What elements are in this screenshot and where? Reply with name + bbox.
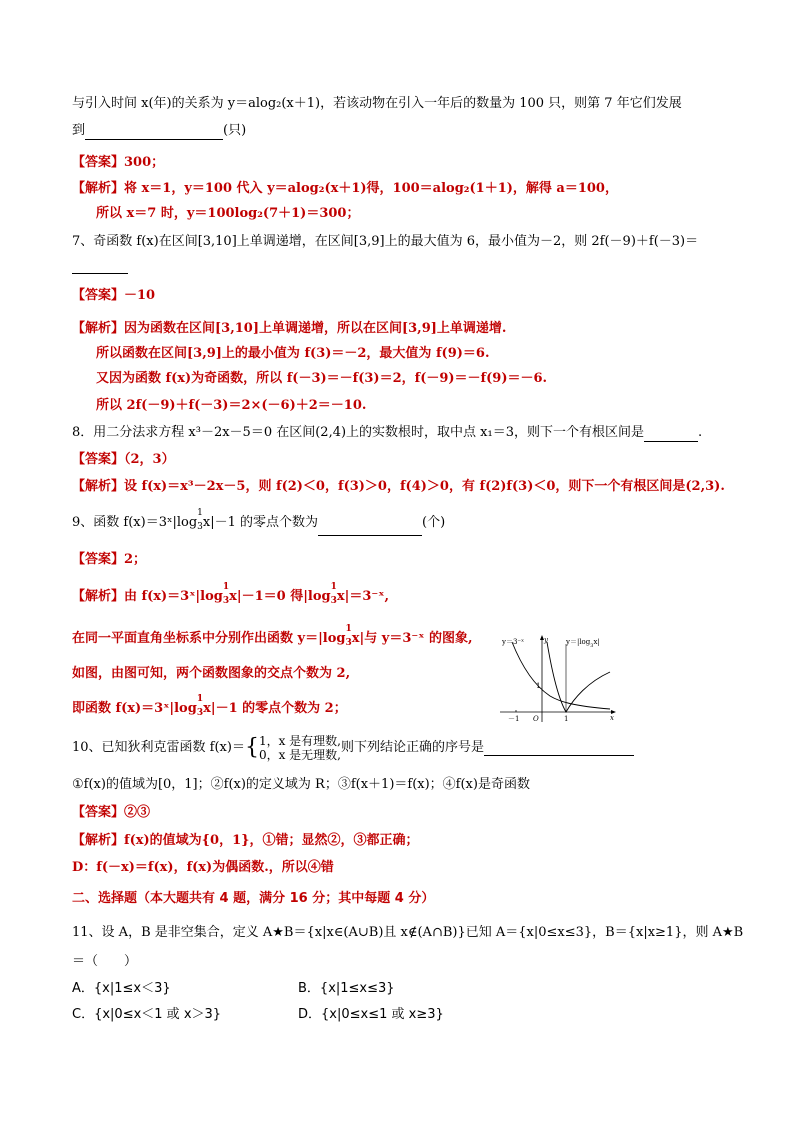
analysis-pre: 即函数 f(x)＝3ˣ|log [72, 701, 197, 716]
q7-analysis-line4: 所以 2f(－9)＋f(－3)＝2×(－6)＋2＝－10. [96, 398, 367, 413]
analysis-label: 【解析】 [72, 181, 125, 196]
case-rational: 1，x 是有理数, [258, 734, 342, 748]
analysis-pre: 在同一平面直角坐标系中分别作出函数 y＝|log [72, 631, 346, 646]
tick-label-1y: 1 [536, 682, 541, 690]
q8-stem-end: . [698, 425, 703, 440]
analysis-text: 将 x＝1，y＝100 代入 y＝alog₂(x＋1)得，100＝alog₂(1＋1)，解得 a＝100， [124, 181, 618, 196]
analysis-label: 【解析】 [72, 833, 125, 848]
tick-label-neg1: －1 [508, 715, 520, 723]
answer-label: 【答案】 [72, 155, 125, 170]
analysis-label: 【解析】 [72, 589, 125, 604]
q7-blank[interactable] [72, 259, 128, 274]
log-base-den: 3 [330, 596, 337, 606]
q9-blank[interactable] [318, 521, 422, 536]
answer-label: 【答案】 [72, 805, 125, 820]
analysis-post: x|与 y＝3⁻ˣ 的图象, [351, 631, 473, 646]
label-exp: y＝3⁻ˣ [502, 638, 525, 646]
q8-blank[interactable] [644, 427, 698, 442]
q11-option-d[interactable]: D．{x|0≤x≤1 或 x≥3} [298, 1007, 444, 1022]
label-log-base: 3 [590, 643, 594, 649]
log-base-den: 3 [196, 708, 204, 718]
q7-analysis-line1 [72, 320, 506, 338]
q6-stem-pre: 到 [72, 123, 86, 138]
axis-x-label: x [610, 714, 614, 722]
log-base-num: 1 [330, 582, 337, 592]
q10-blank[interactable] [484, 741, 634, 756]
exp-curve [512, 642, 610, 709]
q11-stem-line2: ＝（ ） [72, 954, 138, 969]
analysis-text: 因为函数在区间[3,10]上单调递增，所以在区间[3,9]上单调递增. [124, 321, 507, 336]
analysis-mid: x|－1＝0 得|log [229, 589, 331, 604]
q10-analysis-line2: D：f(－x)＝f(x)，f(x)为偶函数.，所以④错 [72, 860, 334, 875]
q7-analysis-line3: 又因为函数 f(x)为奇函数，所以 f(－3)＝－f(3)＝2，f(－9)＝－f(9)＝－6. [96, 371, 548, 386]
label-log [565, 638, 600, 649]
q9-analysis-line3: 如图，由图可知，两个函数图象的交点个数为 2, [72, 666, 351, 681]
log-base-den: 3 [222, 596, 230, 606]
log-base [330, 582, 337, 610]
answer-value: （2，3） [124, 452, 175, 467]
q7-stem: 7、奇函数 f(x)在区间[3,10]上单调递增，在区间[3,9]上的最大值为 6，最小值为－2，则 2f(－9)＋f(－3)＝ [72, 234, 699, 249]
q6-analysis-line1 [72, 180, 618, 198]
analysis-text: 设 f(x)＝x³－2x－5，则 f(2)＜0，f(3)＞0，f(4)＞0，有 f(2)f(3)＜0，则下一个有根区间是(2,3). [124, 479, 725, 494]
piecewise-cases [259, 734, 341, 762]
q8-stem-text: 8．用二分法求方程 x³－2x－5＝0 在区间(2,4)上的实数根时，取中点 x₁＝3，则下一个有根区间是 [72, 425, 644, 440]
q9-stem-post: x|－1 的零点个数为 [202, 515, 319, 530]
answer-label: 【答案】 [72, 452, 125, 467]
answer-value: 2； [124, 552, 147, 567]
log-base [196, 694, 204, 722]
tick-label-1x: 1 [564, 715, 569, 723]
log-base-den: 3 [345, 638, 352, 648]
q7-blank-line [72, 256, 128, 274]
q10-answer [72, 804, 150, 822]
answer-value: 300； [124, 155, 165, 170]
section-heading: 二、选择题（本大题共有 4 题，满分 16 分；其中每题 4 分） [72, 891, 435, 906]
q8-stem [72, 424, 702, 442]
analysis-post: x|－1 的零点个数为 2； [203, 701, 347, 716]
q10-stem-pre: 10、已知狄利克雷函数 f(x)＝ [72, 740, 245, 755]
analysis-pre: 由 f(x)＝3ˣ|log [124, 589, 223, 604]
log-base [222, 582, 230, 610]
answer-label: 【答案】 [72, 552, 125, 567]
q6-stem-line2 [72, 122, 246, 140]
log-base-num: 1 [345, 624, 352, 634]
q6-stem-line1: 与引入时间 x(年)的关系为 y＝alog₂(x＋1)，若该动物在引入一年后的数量为 100 只，则第 7 年它们发展 [72, 96, 682, 111]
q8-analysis [72, 478, 725, 496]
q6-answer [72, 154, 164, 172]
q9-stem [72, 508, 446, 536]
log-base-den: 3 [197, 522, 203, 532]
log-base-num: 1 [197, 508, 203, 518]
label-log-text: y＝|log [566, 638, 591, 646]
q10-options: ①f(x)的值域为[0，1]；②f(x)的定义域为 R；③f(x＋1)＝f(x)；④f(x)是奇函数 [72, 777, 530, 792]
answer-value: －10 [124, 288, 156, 303]
analysis-label: 【解析】 [72, 321, 125, 336]
q6-stem-post: (只) [223, 123, 247, 138]
axis-y-label: y [544, 636, 548, 644]
q11-stem-line1: 11、设 A，B 是非空集合，定义 A★B＝{x|x∈(A∪B)且 x∉(A∩B)}已知 A＝{x|0≤x≤3}，B＝{x|x≥1}，则 A★B [72, 925, 744, 940]
q11-option-a[interactable]: A．{x|1≤x＜3} [72, 981, 171, 996]
answer-value: ②③ [124, 805, 151, 820]
label-log-end: x| [593, 638, 600, 646]
q9-analysis-line2 [72, 624, 473, 652]
q7-analysis-line2: 所以函数在区间[3,9]上的最小值为 f(3)＝－2，最大值为 f(9)＝6. [96, 346, 490, 361]
q6-analysis-line2: 所以 x＝7 时，y＝100log₂(7＋1)＝300； [96, 206, 360, 221]
q9-answer [72, 551, 146, 569]
q10-analysis-line1 [72, 832, 418, 850]
tick-label-origin: O [533, 715, 539, 723]
q9-stem-pre: 9、函数 f(x)＝3ˣ|log [72, 515, 198, 530]
q9-stem-end: (个) [422, 515, 446, 530]
q9-analysis-line4 [72, 694, 347, 722]
left-brace: { [244, 735, 259, 760]
analysis-text: f(x)的值域为{0，1}，①错；显然②，③都正确； [124, 833, 419, 848]
q7-answer [72, 287, 155, 305]
q11-option-c[interactable]: C．{x|0≤x＜1 或 x＞3} [72, 1007, 222, 1022]
answer-label: 【答案】 [72, 288, 125, 303]
log-base [345, 624, 352, 652]
q6-blank[interactable] [85, 125, 223, 140]
analysis-label: 【解析】 [72, 479, 125, 494]
log-base-num: 1 [222, 582, 230, 592]
q10-stem-post: 则下列结论正确的序号是 [341, 740, 485, 755]
function-graph [498, 632, 618, 724]
abs-log-curve [547, 642, 610, 712]
log-base-num: 1 [196, 694, 204, 704]
case-irrational: 0，x 是无理数, [258, 748, 342, 762]
q11-option-b[interactable]: B．{x|1≤x≤3} [298, 981, 395, 996]
q8-answer [72, 451, 175, 469]
q10-stem [72, 734, 634, 762]
log-base [197, 508, 203, 536]
analysis-post: x|＝3⁻ˣ, [336, 589, 389, 604]
q9-analysis-line1 [72, 582, 389, 610]
